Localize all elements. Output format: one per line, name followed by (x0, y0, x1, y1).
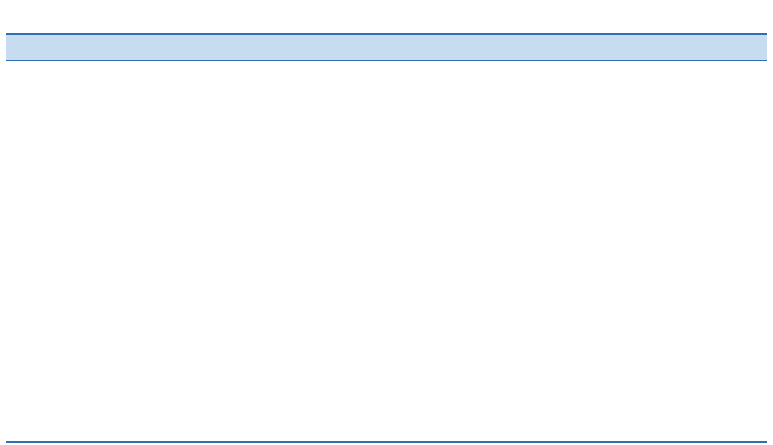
table-header (6, 33, 767, 61)
table-bottom-rule (6, 441, 767, 443)
